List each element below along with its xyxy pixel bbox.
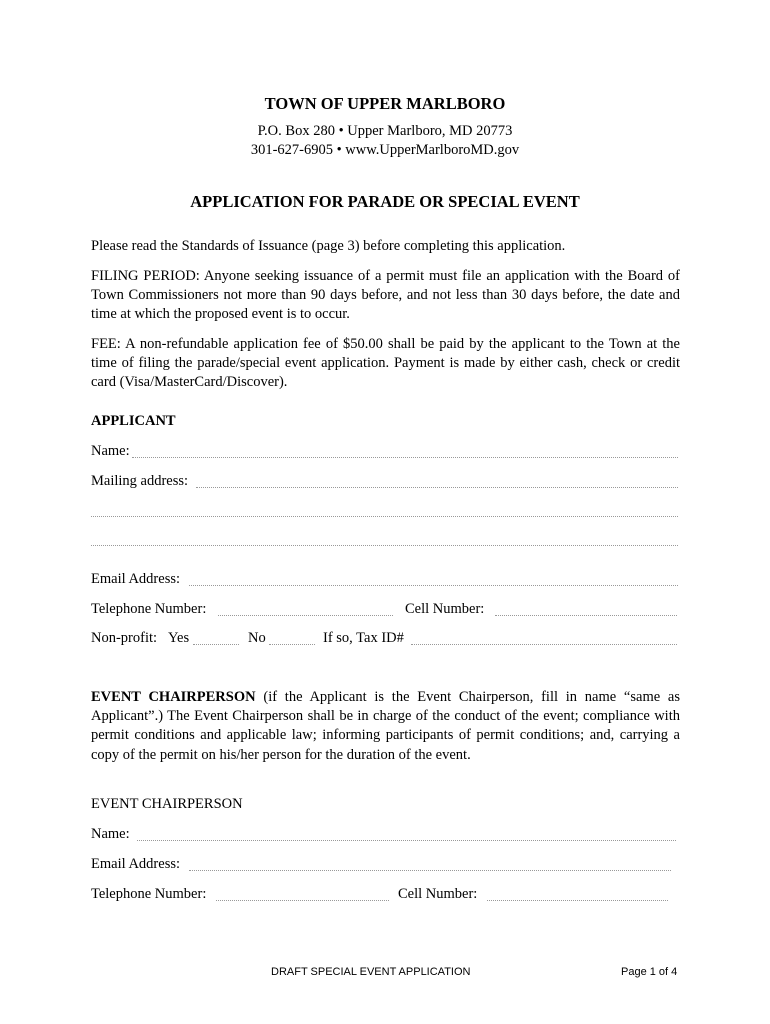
applicant-cell-field[interactable] [495, 615, 677, 616]
chair-telephone-field[interactable] [216, 900, 389, 901]
fee-text: FEE: A non-refundable application fee of $50.00 shall be paid by the applicant to the Town at the time of filing the parade/special event application. Payment is made by either cash, check or credit card (Visa/MasterCard/Discover). [91, 336, 680, 391]
taxid-label: If so, Tax ID# [323, 630, 404, 646]
applicant-heading: APPLICANT [91, 413, 176, 429]
footer-page-number: Page 1 of 4 [621, 966, 678, 978]
footer-doc-name: DRAFT SPECIAL EVENT APPLICATION [271, 966, 471, 978]
applicant-mailing-label: Mailing address: [91, 473, 189, 489]
applicant-mailing-field[interactable] [196, 487, 678, 488]
chairperson-heading: EVENT CHAIRPERSON [91, 796, 243, 812]
chair-cell-field[interactable] [487, 900, 668, 901]
town-contact: 301-627-6905 • www.UpperMarlboroMD.gov [250, 142, 520, 158]
page-title: APPLICATION FOR PARADE OR SPECIAL EVENT [190, 192, 580, 211]
applicant-mailing-field-line3[interactable] [91, 545, 678, 546]
chair-name-label: Name: [91, 826, 130, 842]
chair-email-field[interactable] [189, 870, 671, 871]
applicant-telephone-label: Telephone Number: [91, 601, 207, 617]
chairperson-note-heading: EVENT CHAIRPERSON [91, 689, 256, 705]
town-address: P.O. Box 280 • Upper Marlboro, MD 20773 [257, 123, 513, 139]
applicant-email-field[interactable] [189, 585, 678, 586]
chair-name-field[interactable] [137, 840, 676, 841]
applicant-mailing-field-line2[interactable] [91, 516, 678, 517]
chair-telephone-label: Telephone Number: [91, 886, 207, 902]
filing-period-text: FILING PERIOD: Anyone seeking issuance of a permit must file an application with the Board of Town Commissioners not more than 90 days before, and not less than 30 days before, the date and time at which the proposed event is to occur. [91, 268, 680, 323]
applicant-name-label: Name: [91, 443, 130, 459]
nonprofit-yes-field[interactable] [193, 644, 239, 645]
nonprofit-label: Non-profit: [91, 630, 158, 646]
nonprofit-yes-label: Yes [168, 630, 190, 646]
taxid-field[interactable] [411, 644, 677, 645]
chair-email-label: Email Address: [91, 856, 181, 872]
applicant-name-field[interactable] [132, 457, 678, 458]
chair-cell-label: Cell Number: [398, 886, 478, 902]
applicant-cell-label: Cell Number: [405, 601, 485, 617]
chairperson-note-text: (if the Applicant is the Event Chairperson, fill in name “same as Applicant”.) The Event Chairperson shall be in charge of the conduct of the event; compliance with permit conditions and applicable law; informing participants of permit conditions; and, carrying a copy of the permit on his/her person for the duration of the event. [91, 689, 680, 763]
nonprofit-no-field[interactable] [269, 644, 315, 645]
applicant-telephone-field[interactable] [218, 615, 393, 616]
applicant-email-label: Email Address: [91, 571, 181, 587]
nonprofit-no-label: No [248, 630, 266, 646]
intro-text: Please read the Standards of Issuance (page 3) before completing this application. [91, 238, 566, 254]
chairperson-note [91, 688, 680, 765]
town-name: TOWN OF UPPER MARLBORO [264, 94, 506, 113]
